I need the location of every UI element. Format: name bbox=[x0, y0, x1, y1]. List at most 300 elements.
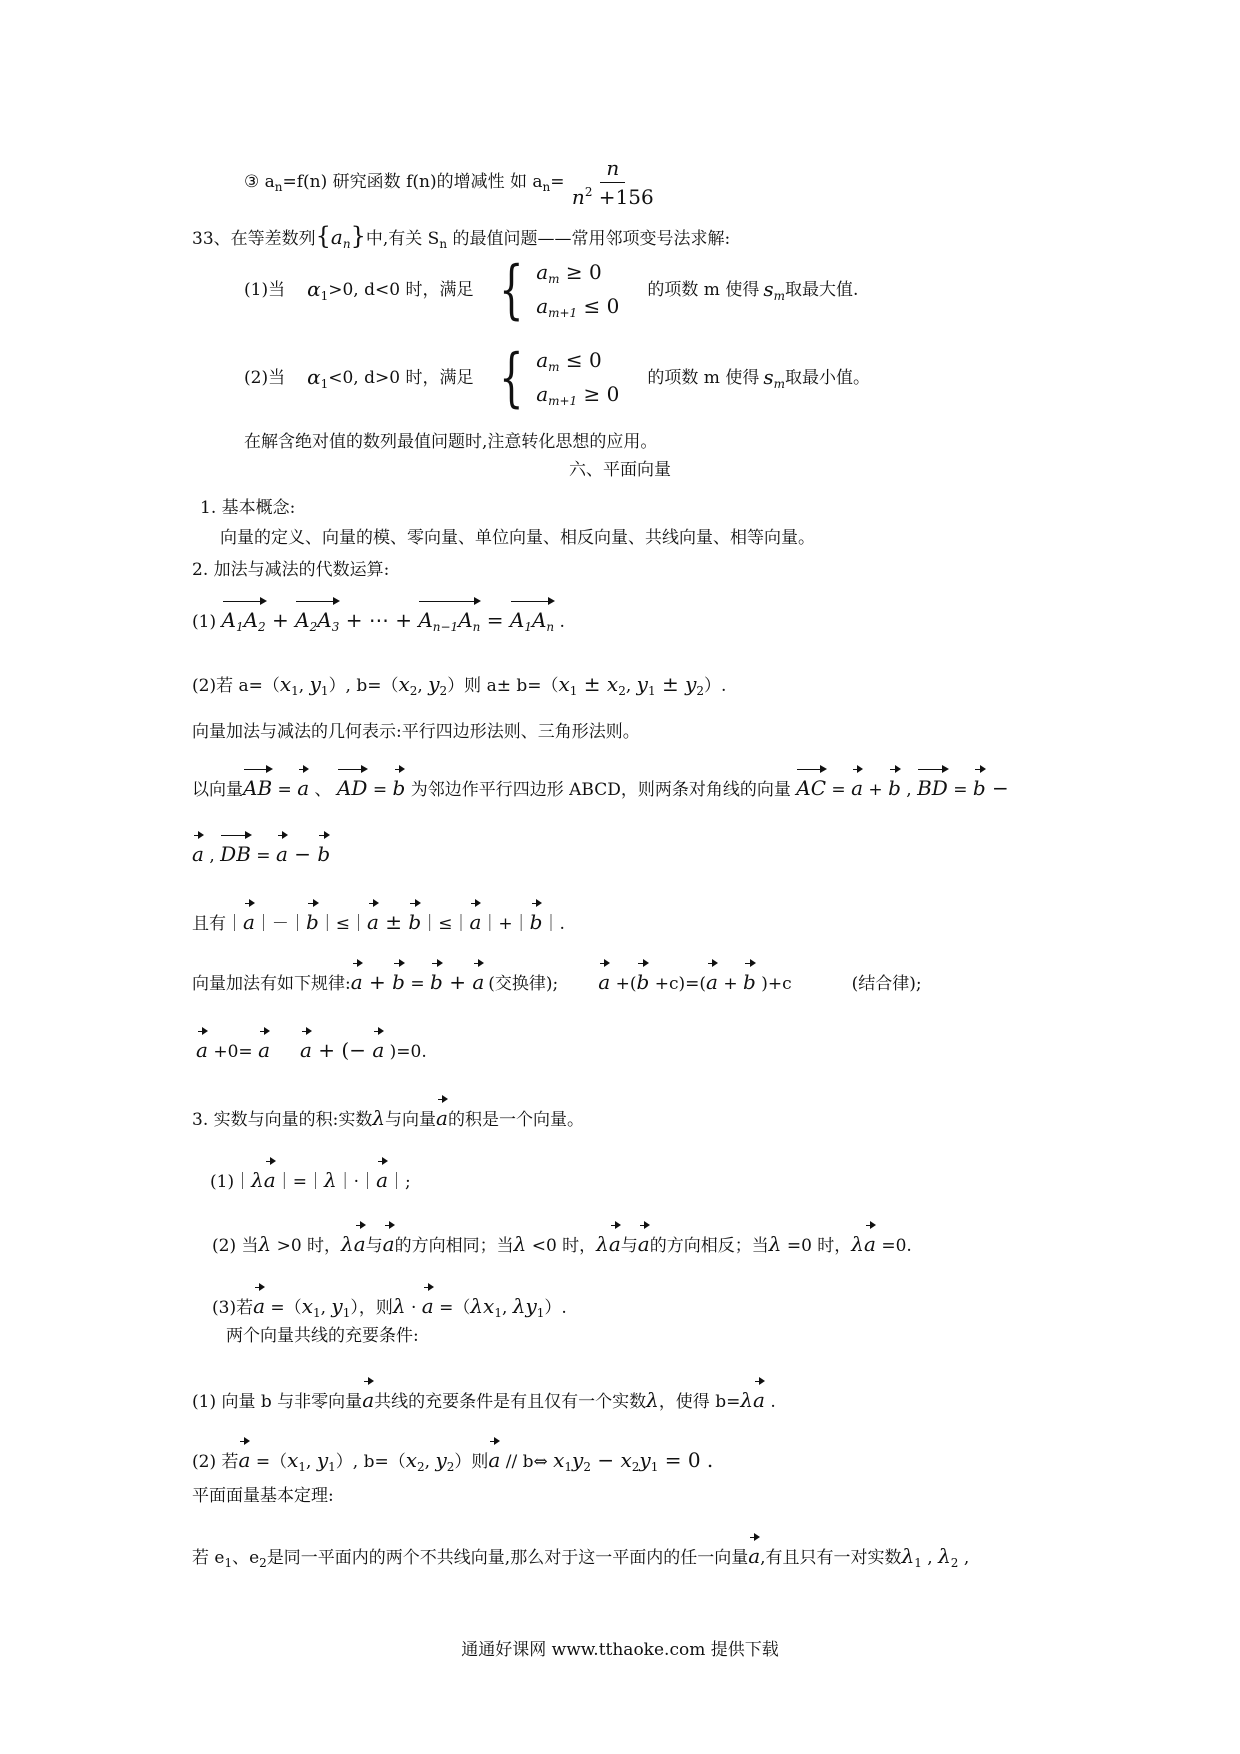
zero-line bbox=[196, 1026, 427, 1062]
t: )+c bbox=[755, 974, 792, 994]
sub: 1 bbox=[235, 620, 244, 634]
A: A bbox=[317, 608, 332, 632]
sub: 1 bbox=[320, 288, 329, 303]
t: ｜+｜ bbox=[481, 914, 530, 934]
t: 且有｜ bbox=[192, 914, 243, 934]
t: ｜－｜ bbox=[254, 914, 306, 934]
para-line bbox=[192, 764, 1009, 800]
c: , bbox=[900, 780, 918, 800]
basic-title: 平面面量基本定理: bbox=[192, 1486, 334, 1506]
text: = bbox=[550, 172, 565, 193]
rel: ≤ 0 bbox=[559, 347, 602, 372]
text: 的最值问题——常用邻项变号法求解: bbox=[447, 229, 731, 249]
vec-a: a bbox=[367, 898, 379, 934]
p1-body: 向量的定义、向量的模、零向量、单位向量、相反向量、共线向量、相等向量。 bbox=[220, 528, 815, 548]
vec-a: a bbox=[851, 764, 863, 800]
lambda: λ bbox=[768, 1232, 782, 1256]
ineq-line bbox=[192, 898, 565, 934]
t: 向量加法有如下规律: bbox=[192, 974, 351, 994]
den-n: n bbox=[571, 185, 585, 209]
y: y bbox=[316, 1448, 329, 1472]
x: x bbox=[398, 672, 410, 696]
s: 1 bbox=[536, 1306, 545, 1320]
sub: n bbox=[546, 620, 555, 634]
vec-a: a bbox=[864, 1220, 876, 1256]
sub: n bbox=[472, 620, 481, 634]
after: 的项数 m 使得 bbox=[647, 367, 760, 388]
vec-a: a bbox=[383, 1220, 395, 1256]
s: s bbox=[763, 276, 774, 301]
eq: = bbox=[947, 780, 973, 800]
alpha: α bbox=[307, 276, 321, 301]
vec-a: a bbox=[638, 1220, 650, 1256]
c: , bbox=[306, 1452, 317, 1472]
minus: − bbox=[985, 776, 1009, 800]
end: . bbox=[554, 612, 565, 632]
system-2 bbox=[491, 341, 620, 415]
c: , bbox=[625, 676, 637, 696]
eq: = bbox=[250, 846, 276, 866]
case-1 bbox=[244, 253, 859, 327]
label: (1)当 bbox=[244, 279, 286, 300]
vec-a: a bbox=[264, 1156, 276, 1192]
vec-a: a bbox=[196, 1026, 208, 1062]
abs-note: 在解含绝对值的数列最值问题时,注意转化思想的应用。 bbox=[244, 432, 658, 452]
pm: ± bbox=[655, 672, 686, 696]
vec-b: b bbox=[530, 898, 543, 934]
s: 1 bbox=[312, 1306, 321, 1320]
A: A bbox=[295, 608, 310, 632]
sub: 2 bbox=[309, 620, 318, 634]
s: 1 bbox=[914, 1556, 922, 1570]
lambda: λ bbox=[251, 1168, 264, 1192]
s: 1 bbox=[298, 1460, 306, 1474]
s: 2 bbox=[583, 1460, 591, 1474]
rel: ≤ 0 bbox=[577, 294, 620, 318]
s: 1 bbox=[650, 1460, 659, 1474]
plus: + bbox=[863, 780, 889, 800]
t: >0 时， bbox=[271, 1236, 342, 1256]
vec-ad: AD bbox=[337, 764, 367, 800]
plus: + bbox=[442, 970, 473, 994]
footer: 通通好课网 www.tthaoke.com 提供下载 bbox=[461, 1640, 779, 1660]
alpha1 bbox=[307, 365, 328, 391]
alpha: α bbox=[307, 364, 321, 389]
vec-a: a bbox=[706, 958, 718, 994]
rel: ≥ 0 bbox=[559, 259, 602, 284]
col-1 bbox=[192, 1376, 776, 1412]
s: 1 bbox=[328, 1460, 336, 1474]
vec-a: a bbox=[376, 1156, 388, 1192]
sub: 1 bbox=[524, 620, 532, 634]
c: , bbox=[501, 1298, 513, 1318]
sub: n bbox=[274, 180, 283, 195]
sub: 2 bbox=[258, 620, 266, 634]
vec-a: a bbox=[422, 1282, 434, 1318]
row2 bbox=[536, 294, 619, 320]
vec-a: a bbox=[436, 1094, 448, 1130]
sub: n bbox=[439, 237, 448, 251]
s: 1 bbox=[342, 1306, 351, 1320]
vec-a: a bbox=[469, 898, 481, 934]
pm: ± bbox=[577, 672, 607, 696]
s: 1 bbox=[564, 1460, 573, 1474]
item-33 bbox=[192, 222, 730, 251]
lambda: λ bbox=[341, 1232, 354, 1256]
section-title: 六、平面向量 bbox=[569, 460, 671, 480]
sub: m bbox=[773, 376, 785, 391]
text: ③ a bbox=[244, 172, 275, 193]
s: 2 bbox=[446, 1460, 455, 1474]
den-rest: +156 bbox=[592, 185, 654, 209]
minus: − bbox=[287, 842, 318, 866]
t: 的积是一个向量。 bbox=[447, 1110, 584, 1130]
t: ）. bbox=[704, 676, 727, 696]
x: x bbox=[301, 1294, 313, 1318]
t: =（ bbox=[265, 1298, 302, 1318]
vec-b: b bbox=[306, 898, 319, 934]
vec-b: b bbox=[317, 830, 330, 866]
case-2 bbox=[244, 341, 870, 415]
t: (2) 当 bbox=[212, 1236, 259, 1256]
exp: 2 bbox=[584, 185, 593, 199]
t: (交换律); bbox=[488, 974, 559, 994]
label: (1) bbox=[192, 612, 217, 632]
t: ），则 bbox=[350, 1298, 393, 1318]
label: (2)当 bbox=[244, 367, 286, 388]
a: a bbox=[536, 294, 549, 318]
c: , bbox=[203, 846, 221, 866]
rows bbox=[536, 260, 619, 321]
x: x bbox=[558, 672, 570, 696]
lambda: λ bbox=[851, 1232, 864, 1256]
t: +c)=( bbox=[649, 974, 706, 994]
sub: 3 bbox=[331, 620, 340, 634]
c: , bbox=[921, 1548, 939, 1568]
s: 2 bbox=[950, 1556, 959, 1570]
a: a bbox=[536, 347, 549, 372]
vec-b: b bbox=[430, 958, 443, 994]
t: ）则 bbox=[454, 1452, 489, 1472]
s: 2 bbox=[416, 1460, 425, 1474]
plus: + bbox=[717, 974, 743, 994]
t: ｜·｜ bbox=[336, 1172, 377, 1192]
t: )=0. bbox=[384, 1042, 427, 1062]
y: y bbox=[639, 1448, 651, 1472]
lambda: λ bbox=[392, 1294, 406, 1318]
lambda: λ bbox=[646, 1388, 659, 1412]
vec-a: a bbox=[276, 830, 288, 866]
vec-a1a2 bbox=[222, 596, 266, 634]
lambda: λ bbox=[740, 1388, 754, 1412]
x: x bbox=[279, 672, 292, 696]
p3-2 bbox=[212, 1220, 912, 1256]
t: ｜≤｜ bbox=[421, 914, 470, 934]
t: ｜≤｜ bbox=[318, 914, 367, 934]
vec-a: a bbox=[362, 1376, 374, 1412]
s: s bbox=[763, 364, 774, 389]
s: 2 bbox=[696, 684, 705, 698]
y: y bbox=[636, 672, 648, 696]
collinear-title: 两个向量共线的充要条件: bbox=[226, 1326, 419, 1346]
rows bbox=[536, 348, 619, 409]
t: ）, b=（ bbox=[335, 1452, 406, 1472]
p3-1 bbox=[210, 1156, 411, 1192]
y: y bbox=[309, 672, 321, 696]
vec-a: a bbox=[472, 958, 484, 994]
t: +( bbox=[610, 974, 637, 994]
lx: λx bbox=[470, 1294, 495, 1318]
sub: n bbox=[542, 180, 551, 195]
vec-a: a bbox=[488, 1436, 500, 1472]
vec-an1an bbox=[418, 596, 480, 634]
t: (1)｜ bbox=[210, 1172, 252, 1192]
s: 1 bbox=[569, 684, 578, 698]
vec-db: DB bbox=[220, 830, 251, 866]
alpha1 bbox=[307, 277, 328, 303]
y: y bbox=[331, 1294, 343, 1318]
vec-a: a bbox=[253, 1282, 265, 1318]
eq: = bbox=[272, 780, 298, 800]
eq: = bbox=[367, 780, 393, 800]
c: , bbox=[424, 1452, 436, 1472]
text: 33、在等差数列 bbox=[192, 229, 316, 249]
item-circ3 bbox=[244, 156, 654, 209]
rel: ≥ 0 bbox=[577, 382, 620, 406]
t: (2) 若 bbox=[192, 1452, 239, 1472]
x: x bbox=[287, 1448, 299, 1472]
brace-open: { bbox=[315, 222, 331, 250]
s: 2 bbox=[618, 684, 626, 698]
y: y bbox=[428, 672, 440, 696]
ly: λy bbox=[512, 1294, 537, 1318]
t: ｜; bbox=[388, 1172, 411, 1192]
p2-2 bbox=[192, 672, 726, 698]
t: =（ bbox=[433, 1298, 471, 1318]
sub: m bbox=[773, 288, 785, 303]
lambda: λ bbox=[323, 1168, 337, 1192]
numerator: n bbox=[600, 156, 625, 183]
lambda: λ bbox=[513, 1232, 527, 1256]
lambda: λ bbox=[901, 1544, 915, 1568]
cond: >0, d<0 时，满足 bbox=[328, 279, 474, 300]
t: ｜. bbox=[542, 914, 565, 934]
vec-ab: AB bbox=[243, 764, 272, 800]
p3-3 bbox=[212, 1282, 567, 1320]
plus: + bbox=[362, 970, 393, 994]
y: y bbox=[685, 672, 697, 696]
vec-a: a bbox=[372, 1026, 384, 1062]
t: . bbox=[764, 1392, 776, 1412]
t: 以向量 bbox=[192, 780, 243, 800]
sub: n−1 bbox=[432, 620, 459, 634]
vec-a2a3 bbox=[295, 596, 339, 634]
sub: m+1 bbox=[548, 394, 578, 408]
s: 1 bbox=[494, 1306, 502, 1320]
vec-b: b bbox=[393, 764, 406, 800]
vec-a: a bbox=[609, 1220, 621, 1256]
brace: { bbox=[499, 341, 525, 415]
t: , bbox=[958, 1548, 970, 1568]
vec-a: a bbox=[243, 898, 255, 934]
vec-a: a bbox=[753, 1376, 765, 1412]
s: 1 bbox=[647, 684, 656, 698]
A: A bbox=[458, 608, 473, 632]
A: A bbox=[418, 608, 433, 632]
cond: <0, d>0 时，满足 bbox=[328, 367, 474, 388]
t: = 0 . bbox=[658, 1448, 714, 1472]
s: 1 bbox=[320, 684, 329, 698]
vec-a: a bbox=[238, 1436, 250, 1472]
end: 取最大值. bbox=[785, 279, 859, 300]
t: ）, b=（ bbox=[328, 676, 399, 696]
sub: m bbox=[548, 359, 560, 374]
t: 、e bbox=[232, 1548, 260, 1568]
c: , bbox=[417, 676, 429, 696]
x: x bbox=[620, 1448, 632, 1472]
A: A bbox=[531, 608, 547, 632]
t: ）. bbox=[544, 1298, 567, 1318]
t: 为邻边作平行四边形 ABCD，则两条对角线的向量 bbox=[405, 780, 797, 800]
sub: m bbox=[548, 271, 560, 286]
s: 2 bbox=[409, 684, 418, 698]
t: · bbox=[405, 1298, 422, 1318]
vec-b: b bbox=[392, 958, 405, 994]
vec-b: b bbox=[743, 958, 756, 994]
t: ｜=｜ bbox=[275, 1172, 324, 1192]
p1-title: 1. 基本概念: bbox=[200, 498, 296, 518]
t: 与 bbox=[365, 1236, 383, 1256]
t: 与 bbox=[620, 1236, 638, 1256]
after: 的项数 m 使得 bbox=[647, 279, 760, 300]
plus: + bbox=[265, 608, 296, 632]
t: =0. bbox=[875, 1236, 912, 1256]
y: y bbox=[435, 1448, 447, 1472]
row1 bbox=[536, 260, 619, 286]
t: ）则 a± b=（ bbox=[447, 676, 559, 696]
brace-close: } bbox=[350, 222, 366, 250]
system-1 bbox=[491, 253, 620, 327]
s: 1 bbox=[291, 684, 299, 698]
eq: = bbox=[404, 974, 431, 994]
text: =f(n) 研究函数 f(n)的增减性 如 a bbox=[282, 172, 543, 193]
vec-b: b bbox=[636, 958, 649, 994]
sub: m+1 bbox=[548, 306, 578, 320]
p3-title bbox=[192, 1094, 584, 1130]
basic-body bbox=[192, 1532, 969, 1570]
p2-title: 2. 加法与减法的代数运算: bbox=[192, 560, 390, 580]
end: 取最小值。 bbox=[785, 367, 870, 388]
text: 中,有关 S bbox=[365, 229, 440, 249]
t: (2)若 a=（ bbox=[192, 676, 280, 696]
brace: { bbox=[499, 253, 525, 327]
vec-a: a bbox=[354, 1220, 366, 1256]
t: =（ bbox=[250, 1452, 288, 1472]
pm: ± bbox=[378, 910, 409, 934]
t: 3. 实数与向量的积:实数 bbox=[192, 1110, 373, 1130]
vec-ac: AC bbox=[796, 764, 826, 800]
vec-a1an bbox=[510, 596, 554, 634]
row2 bbox=[536, 382, 619, 408]
y: y bbox=[572, 1448, 584, 1472]
c: , bbox=[320, 1298, 332, 1318]
vec-a: a bbox=[297, 764, 309, 800]
vec-b: b bbox=[888, 764, 901, 800]
vec-a: a bbox=[300, 1026, 312, 1062]
denominator bbox=[572, 183, 654, 209]
s: 2 bbox=[259, 1556, 267, 1570]
t: // b⇔ bbox=[500, 1452, 554, 1472]
t: 若 e bbox=[192, 1548, 225, 1568]
vec-a: a bbox=[598, 958, 610, 994]
t: ,有且只有一对实数 bbox=[760, 1548, 902, 1568]
vec-b: b bbox=[408, 898, 421, 934]
vec-bd: BD bbox=[917, 764, 948, 800]
fraction bbox=[572, 156, 654, 209]
vec-a: a bbox=[258, 1026, 270, 1062]
vec-a: a bbox=[748, 1532, 760, 1568]
t: (1) 向量 b 与非零向量 bbox=[192, 1392, 363, 1412]
geom-line: 向量加法与减法的几何表示:平行四边形法则、三角形法则。 bbox=[192, 722, 640, 742]
c: , bbox=[298, 676, 310, 696]
t: 、 bbox=[309, 780, 337, 800]
A: A bbox=[243, 608, 259, 632]
s: 1 bbox=[224, 1556, 233, 1570]
t: =0 时， bbox=[781, 1236, 852, 1256]
sub: 1 bbox=[320, 376, 329, 391]
lambda: λ bbox=[938, 1544, 951, 1568]
eq: = bbox=[480, 608, 510, 632]
a: a bbox=[330, 225, 343, 249]
t: <0 时， bbox=[526, 1236, 597, 1256]
t: 的方向相反；当 bbox=[649, 1236, 769, 1256]
law-line bbox=[192, 958, 922, 994]
t: ，使得 b= bbox=[658, 1392, 741, 1412]
A: A bbox=[509, 608, 525, 632]
t: + (− bbox=[311, 1038, 373, 1062]
minus: − bbox=[591, 1448, 621, 1472]
t: 共线的充要条件是有且仅有一个实数 bbox=[374, 1392, 647, 1412]
x: x bbox=[606, 672, 619, 696]
eq: = bbox=[826, 780, 852, 800]
a: a bbox=[536, 259, 549, 284]
t: (3)若 bbox=[212, 1298, 254, 1318]
vec-a: a bbox=[351, 958, 363, 994]
p2-1 bbox=[192, 596, 565, 634]
vec-b: b bbox=[973, 764, 986, 800]
s: 2 bbox=[439, 684, 448, 698]
col-2 bbox=[192, 1436, 713, 1474]
vec-a: a bbox=[192, 830, 204, 866]
sub: n bbox=[342, 237, 351, 251]
A: A bbox=[221, 608, 236, 632]
para-line-2 bbox=[192, 830, 330, 866]
x: x bbox=[405, 1448, 417, 1472]
t: (结合律); bbox=[851, 974, 922, 994]
lambda: λ bbox=[372, 1106, 386, 1130]
lambda: λ bbox=[258, 1232, 272, 1256]
t: +0= bbox=[207, 1042, 259, 1062]
dots: + ⋯ + bbox=[339, 608, 419, 632]
t: 的方向相同；当 bbox=[394, 1236, 514, 1256]
row1 bbox=[536, 348, 619, 374]
s: 2 bbox=[631, 1460, 640, 1474]
t: 与向量 bbox=[385, 1110, 437, 1130]
a: a bbox=[536, 382, 549, 406]
x: x bbox=[553, 1448, 565, 1472]
t: 是同一平面内的两个不共线向量,那么对于这一平面内的任一向量 bbox=[266, 1548, 749, 1568]
lambda: λ bbox=[596, 1232, 609, 1256]
